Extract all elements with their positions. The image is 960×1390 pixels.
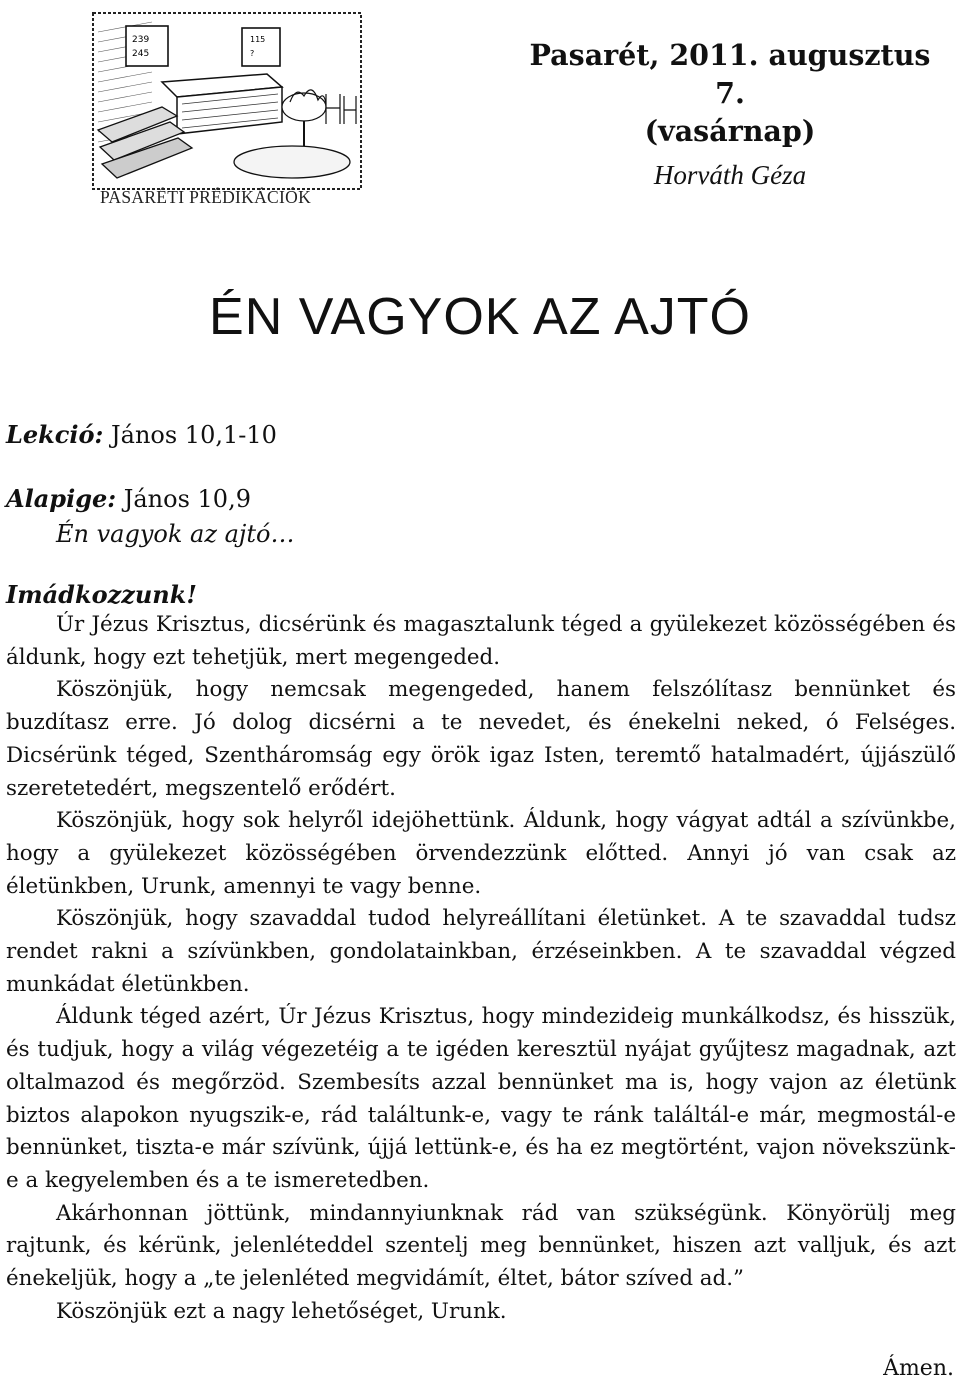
hymn-board-left bbox=[126, 26, 168, 66]
weekday-line: (vasárnap) bbox=[644, 114, 816, 148]
prayer-heading: Imádkozzunk! bbox=[6, 580, 197, 609]
prayer-paragraph: Akárhonnan jöttünk, mindannyiunknak rád van szükségünk. Könyörülj meg rajtunk, és kérünk, jelenléteddel szentelj meg bennünket, hiszen azt valljuk, és azt énekeljük, hogy a „te jelenléted megvidámít, éltet, bátor szíved ad.” bbox=[6, 1200, 956, 1292]
lekcio-line bbox=[6, 420, 277, 449]
date-line: Pasarét, 2011. augusztus 7. bbox=[529, 38, 931, 110]
prayer-paragraph: Úr Jézus Krisztus, dicsérünk és magasztalunk téged a gyülekezet közösségében és áldunk, hogy ezt tehetjük, mert megengeded. bbox=[6, 612, 956, 670]
prayer-body bbox=[6, 609, 956, 1328]
prayer-closing: Ámen. bbox=[883, 1356, 954, 1381]
series-label: PASARÉTI PRÉDIKÁCIÓK bbox=[100, 187, 312, 207]
prayer-paragraph: Köszönjük ezt a nagy lehetőséget, Urunk. bbox=[56, 1298, 507, 1324]
prayer-paragraph: Áldunk téged azért, Úr Jézus Krisztus, hogy mindezideig munkálkodsz, és hisszük, és tudjuk, hogy a világ végezetéig a te igéden keresztül nyájat gyűjtesz magadnak, azt oltalmazod és megőrzöd. Szembesíts azzal bennünket ma is, hogy vajon az életünk biztos alapokon nyugszik-e, rád találtunk-e, vagy te ránk találtál-e már, megmostál-e bennünket, tiszta-e már szívünk, újjá lettünk-e, és ha ez megtörtént, vajon növekszünk-e a kegyelemben és a te ismeretedben. bbox=[6, 1004, 956, 1193]
alapige-label: Alapige: bbox=[6, 484, 117, 513]
alapige-value: János 10,9 bbox=[123, 485, 251, 513]
author-name: Horváth Géza bbox=[653, 160, 807, 190]
church-interior-illustration bbox=[92, 12, 362, 190]
prayer-paragraph: Köszönjük, hogy szavaddal tudod helyreállítani életünket. A te szavaddal tudsz rendet rakni a szívünkben, gondolatainkban, érzéseinkben. A te szavaddal végzed munkádat életünkben. bbox=[6, 906, 956, 997]
svg-text:?: ? bbox=[250, 49, 255, 58]
alapige-line bbox=[6, 484, 251, 513]
svg-text:115: 115 bbox=[250, 35, 266, 44]
prayer-paragraph: Köszönjük, hogy nemcsak megengeded, hanem felszólítasz bennünket és buzdítasz erre. Jó dolog dicsérni a te nevedet, és énekelni neked, ó Felséges. Dicsérünk téged, Szentháromság egy örök igaz Isten, teremtő hatalmadért, újjászülő szeretetedért, megszentelő erődért. bbox=[6, 677, 956, 801]
verse-quote: Én vagyok az ajtó… bbox=[56, 520, 295, 548]
lekcio-value: János 10,1-10 bbox=[111, 421, 277, 449]
lekcio-label: Lekció: bbox=[6, 420, 104, 449]
date-block bbox=[520, 36, 940, 150]
hymn-board-right bbox=[242, 28, 280, 66]
sermon-title: ÉN VAGYOK AZ AJTÓ bbox=[209, 288, 751, 346]
svg-text:245: 245 bbox=[132, 49, 150, 59]
svg-text:239: 239 bbox=[132, 35, 150, 45]
prayer-paragraph: Köszönjük, hogy sok helyről idejöhettünk. Áldunk, hogy vágyat adtál a szívünkbe, hogy a gyülekezet közösségében örvendezzünk előtted. Annyi jó van csak az életünkben, Urunk, amennyi te vagy benne. bbox=[6, 808, 956, 899]
